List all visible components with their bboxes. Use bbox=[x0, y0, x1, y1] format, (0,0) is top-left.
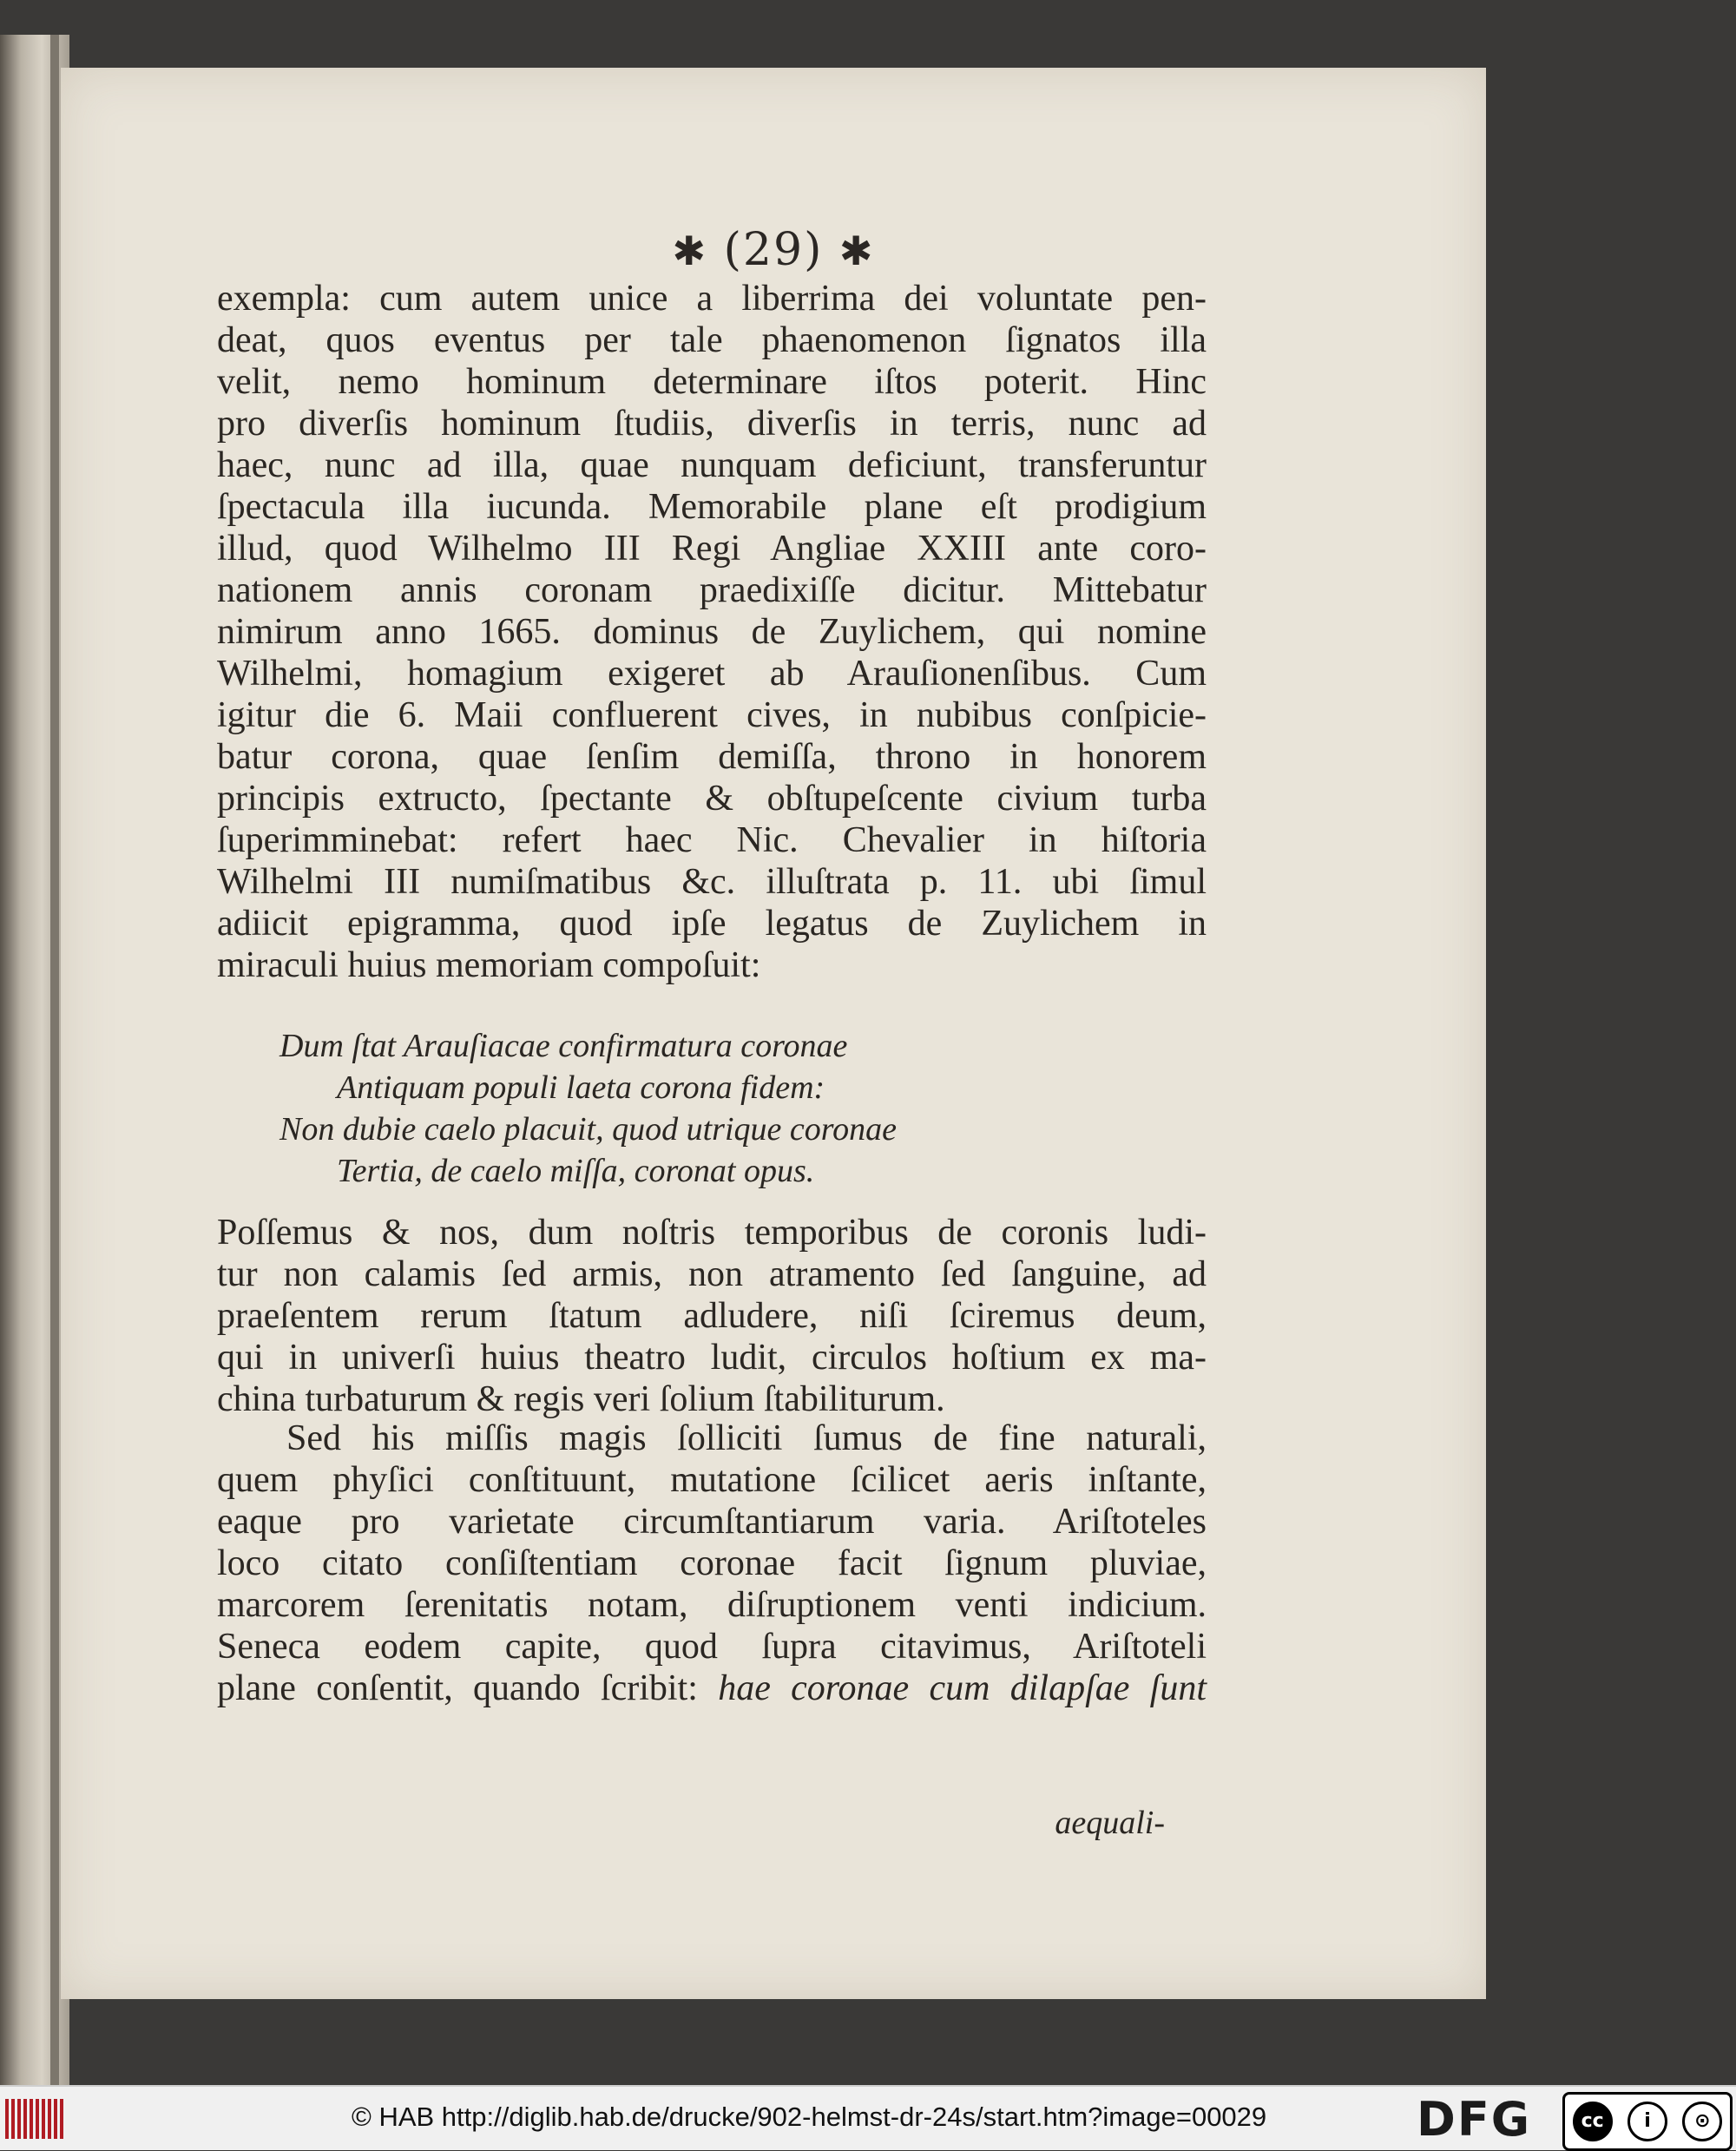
source-credit-link[interactable]: © HAB http://diglib.hab.de/drucke/902-helmst-dr-24s/start.htm?image=00029 bbox=[352, 2102, 1267, 2132]
text-line: velit, nemo hominum determinare iſtos poterit. Hinc bbox=[217, 362, 1207, 402]
text-line: Wilhelmi, homagium exigeret ab Arauſionenſibus. Cum bbox=[217, 654, 1207, 694]
text-line: nimirum anno 1665. dominus de Zuylichem, qui nomine bbox=[217, 612, 1207, 652]
text-line: loco citato conſiſtentiam coronae facit ſignum pluviae, bbox=[217, 1543, 1207, 1583]
ornament-left-icon: ✱ bbox=[672, 227, 708, 274]
cc-license-badge[interactable] bbox=[1562, 2092, 1733, 2151]
text-line: praeſentem rerum ſtatum adludere, niſi ſciremus deum, bbox=[217, 1296, 1207, 1336]
dfg-logo: DFG bbox=[1417, 2092, 1532, 2147]
paragraph-1 bbox=[217, 278, 1207, 986]
text-line: haec, nunc ad illa, quae nunquam deficiunt, transferuntur bbox=[217, 445, 1207, 485]
text-line: qui in univerſi huius theatro ludit, circulos hoſtium ex ma- bbox=[217, 1338, 1207, 1378]
footer-bar bbox=[0, 2085, 1736, 2150]
text-line: exempla: cum autem unice a liberrima dei voluntate pen- bbox=[217, 279, 1207, 319]
text-roman: plane conſentit, quando ſcribit: bbox=[217, 1668, 698, 1708]
poem-line: Non dubie caelo placuit, quod utrique coronae bbox=[279, 1111, 897, 1148]
hab-logo-icon bbox=[5, 2099, 66, 2139]
epigram bbox=[279, 1025, 1061, 1192]
text-line: ſpectacula illa iucunda. Memorabile plane eſt prodigium bbox=[217, 487, 1207, 527]
text-line: adiicit epigramma, quod ipſe legatus de Zuylichem in bbox=[217, 904, 1207, 944]
text-line: igitur die 6. Maii confluerent cives, in nubibus conſpicie- bbox=[217, 695, 1207, 735]
text-line: deat, quos eventus per tale phaenomenon ſignatos illa bbox=[217, 320, 1207, 360]
book-page bbox=[61, 68, 1486, 1999]
text-line: miraculi huius memoriam compoſuit: bbox=[217, 945, 761, 985]
text-line: Poſſemus & nos, dum noſtris temporibus de coronis ludi- bbox=[217, 1213, 1207, 1253]
text-line: ſuperimminebat: refert haec Nic. Chevalier in hiſtoria bbox=[217, 820, 1207, 860]
text-line: principis extructo, ſpectante & obſtupeſcente civium turba bbox=[217, 779, 1207, 819]
poem-line: Tertia, de caelo miſſa, coronat opus. bbox=[337, 1153, 815, 1189]
cc-icon: cc bbox=[1573, 2102, 1613, 2141]
text-line: eaque pro varietate circumſtantiarum varia. Ariſtoteles bbox=[217, 1502, 1207, 1542]
catchword: aequali- bbox=[1055, 1805, 1165, 1841]
paragraph-3 bbox=[217, 1418, 1207, 1709]
sa-icon: ⊙ bbox=[1682, 2102, 1722, 2141]
text-line: tur non calamis ſed armis, non atramento ſed ſanguine, ad bbox=[217, 1254, 1207, 1294]
text-line: marcorem ſerenitatis notam, diſruptionem venti indicium. bbox=[217, 1585, 1207, 1625]
text-line: Sed his miſſis magis ſolliciti ſumus de fine naturali, bbox=[286, 1418, 1207, 1458]
ornament-right-icon: ✱ bbox=[838, 227, 875, 274]
text-line: pro diverſis hominum ſtudiis, diverſis in terris, nunc ad bbox=[217, 404, 1207, 444]
text-line: Wilhelmi III numiſmatibus &c. illuſtrata p. 11. ubi ſimul bbox=[217, 862, 1207, 902]
poem-line: Dum ſtat Arauſiacae confirmatura coronae bbox=[279, 1028, 848, 1064]
text-line: batur corona, quae ſenſim demiſſa, throno in honorem bbox=[217, 737, 1207, 777]
page-header bbox=[61, 224, 1486, 276]
page-number: (29) bbox=[723, 224, 824, 276]
adjacent-page-edge bbox=[0, 35, 69, 2092]
poem-line: Antiquam populi laeta corona fidem: bbox=[337, 1069, 825, 1106]
text-line: illud, quod Wilhelmo III Regi Angliae XXIII ante coro- bbox=[217, 529, 1207, 569]
text-line: china turbaturum & regis veri ſolium ſtabiliturum. bbox=[217, 1379, 945, 1419]
text-line: nationem annis coronam praedixiſſe dicitur. Mittebatur bbox=[217, 570, 1207, 610]
book-gutter bbox=[50, 35, 59, 2092]
text-line bbox=[217, 1668, 1207, 1709]
paragraph-2 bbox=[217, 1212, 1207, 1420]
by-icon: i bbox=[1628, 2102, 1667, 2141]
text-italic: hae coronae cum dilapſae ſunt bbox=[718, 1668, 1207, 1708]
text-line: Seneca eodem capite, quod ſupra citavimus, Ariſtoteli bbox=[217, 1627, 1207, 1667]
text-line: quem phyſici conſtituunt, mutatione ſcilicet aeris inſtante, bbox=[217, 1460, 1207, 1500]
